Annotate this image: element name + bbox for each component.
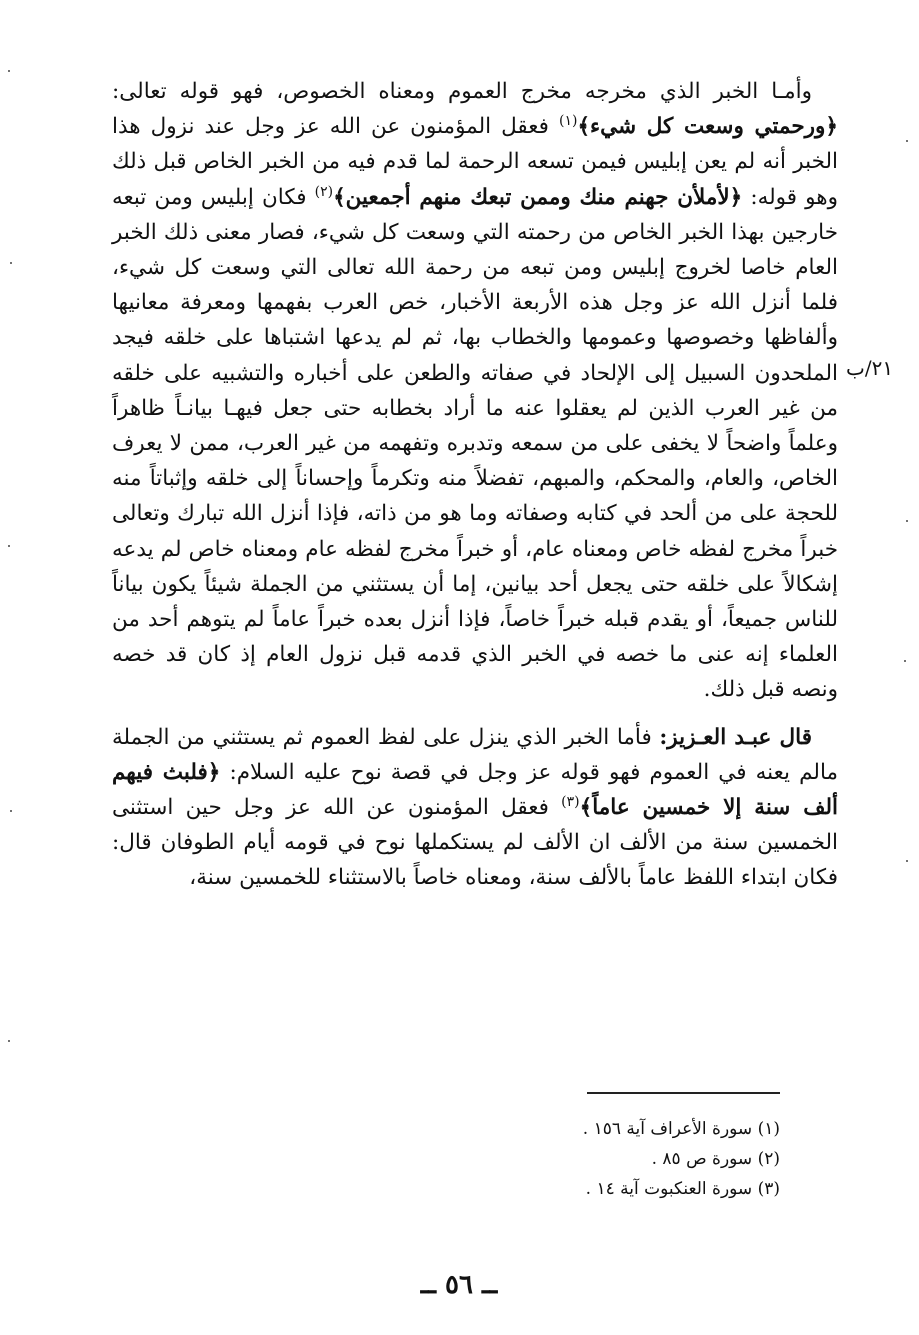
quran-verse-3: ﴿فلبث فيهم ألف سنة إلا خمسين عاماً﴾ — [112, 759, 838, 821]
scan-speck — [906, 520, 908, 522]
paragraph-1 — [112, 74, 838, 708]
scan-speck — [8, 545, 10, 547]
paragraph-2-part-1: فأما الخبر الذي ينزل على لفظ العموم ثم يستثني من الجملة مالم يعنه في العموم فهو قوله عز وجل في قصة نوح عليه السلام: — [112, 724, 839, 785]
scan-speck — [8, 70, 10, 72]
speaker-label: قال عبـد العـزيز: — [659, 724, 812, 750]
quran-verse-1: ﴿ورحمتي وسعت كل شيء﴾ — [577, 114, 838, 140]
footnote-ref-1: (١) — [558, 113, 578, 130]
scan-speck — [904, 660, 906, 662]
scan-speck — [10, 810, 12, 812]
main-text — [112, 74, 838, 896]
scan-speck — [8, 1040, 10, 1042]
footnote-ref-2: (٢) — [314, 183, 334, 200]
paragraph-1-part-2: فعقل المؤمنون عن الله عز وجل عند نزول هذا الخبر أنه لم يعن إبليس فيمن تسعه الرحمة لما قدم فيه من الخبر الخاص قبل ذلك وهو قوله: — [112, 114, 838, 210]
footnote-ref-3: (٣) — [561, 793, 580, 810]
paragraph-1-part-3: فكان إبليس ومن تبعه خارجين بهذا الخبر الخاص من رحمته التي وسعت كل شيء، فصار معنى ذلك الخبر العام خاصا لخروج إبليس ومن تبعه من رحمة الله تعالى التي وسعت كل شيء، فلما أنزل الله عز وجل هذه الأربعة الأخبار، خص العرب بفهمها ومعرفة معانيها وألفاظها وخصوصها وعمومها والخطاب بها، ثم لم يدعها اشتباها على خلقه فيجد الملحدون السبيل إلى الإلحاد في صفاته والطعن على أخباره والتشبيه على خلقه من غير العرب الذين لم يعقلوا عنه ما أراد بخطابه حتى جعل فيهـا بيانـاً ظاهراً وعلماً واضحاً لا يخفى على من سمعه وتدبره وتفهمه من غير العرب، ممن لا يعرف الخاص، والعام، والمحكم، والمبهم، تفضلاً منه وتكرماً وإحساناً إلى خلقه وإثباتاً منه للحجة على من ألحد في كتابه وصفاته وما هو من ذاته، فإذا أنزل الله تبارك وتعالى خبراً مخرج لفظه خاص ومعناه عام، أو خبراً مخرج لفظه عام ومعناه خاص لم يدعه إشكالاً على خلقه حتى يجعل أحد بيانين، إما أن يستثني من الجملة شيئاً يكون بياناً للناس جميعاً، أو يقدم قبله خبراً خاصاً، فإذا أنزل بعده خبراً عاماً لم يتوهم أحد من العلماء إنه عنى ما خصه في الخبر الذي قدمه قبل نزول العام إذ كان قد خصه ونصه قبل ذلك. — [112, 184, 838, 703]
quran-verse-2: ﴿لأملأن جهنم منك وممن تبعك منهم أجمعين﴾ — [333, 184, 743, 210]
paragraph-2 — [112, 720, 838, 896]
scan-speck — [906, 860, 908, 862]
scan-speck — [906, 140, 908, 142]
page-number: ــ ٥٦ ــ — [420, 1270, 498, 1300]
paragraph-2-part-2: فعقل المؤمنون عن الله عز وجل حين استثنى الخمسين سنة من الألف ان الألف لم يستكملها نوح في قومه أيام الطوفان قال: فكان ابتداء اللفظ عاماً بالألف سنة، ومعناه خاصاً بالاستثناء للخمسين سنة، — [112, 795, 838, 891]
footnote-divider — [587, 1092, 780, 1094]
footnote-2: (٢) سورة ص ٨٥ . — [651, 1149, 780, 1169]
footnotes — [420, 1114, 780, 1204]
footnote-1: (١) سورة الأعراف آية ١٥٦ . — [582, 1119, 780, 1139]
scan-speck — [10, 262, 12, 264]
footnote-3: (٣) سورة العنكبوت آية ١٤ . — [585, 1179, 780, 1199]
manuscript-folio-note: ٢١/ب — [846, 356, 894, 380]
paragraph-1-intro: وأمـا الخبر الذي مخرجه مخرج العموم ومعناه الخصوص، فهو قوله تعالى: — [112, 79, 812, 104]
